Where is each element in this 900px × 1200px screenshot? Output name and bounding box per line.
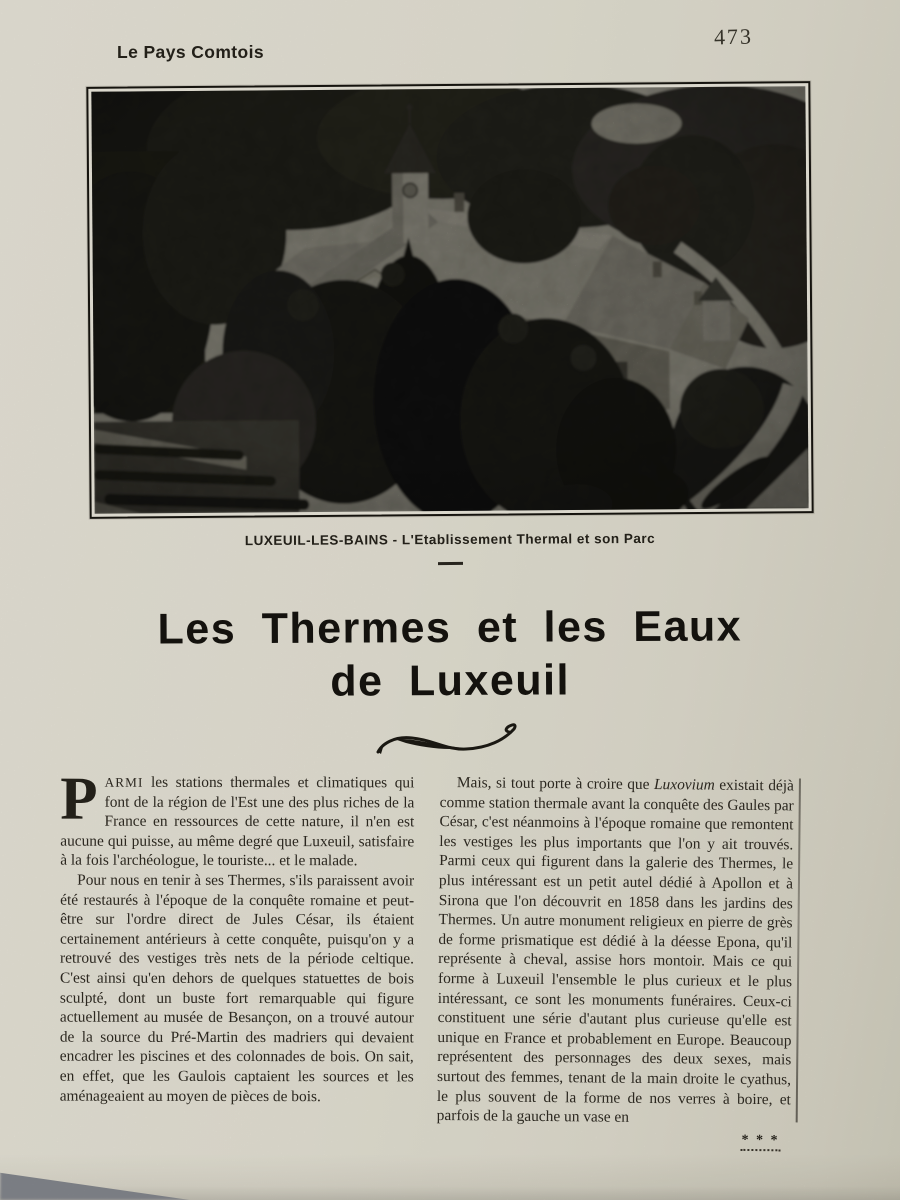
scan-artifact-line	[796, 778, 801, 1122]
paragraph-3-text-a: Mais, si tout porte à croire que	[456, 774, 655, 794]
left-column	[59, 765, 415, 1148]
paragraph-1	[60, 765, 415, 872]
latin-term: Luxovium	[653, 776, 715, 794]
article-title-line1: Les Thermes et les Eaux	[157, 602, 743, 654]
photo-figure	[86, 81, 813, 519]
article-body	[59, 765, 794, 1148]
article-title	[0, 600, 900, 711]
photo-caption: LUXEUIL-LES-BAINS - L'Etablissement Thermal et son Parc	[244, 530, 656, 549]
drop-cap: P	[60, 765, 98, 833]
paragraph-1-lead: ARMI	[104, 774, 144, 790]
article-title-line2: de Luxeuil	[330, 656, 571, 706]
magazine-title: Le Pays Comtois	[117, 42, 265, 62]
thermal-establishment-photo	[91, 86, 808, 514]
caption-divider-rule	[438, 562, 463, 565]
continuation-mark: * * *	[436, 1127, 790, 1151]
paragraph-2: Pour nous en tenir à ses Thermes, s'ils paraissent avoir été restaurés à l'époque de la conquête romaine et peut-être sur l'ordre direct de Jules César, ils étaient certainement antérieurs à cette conquête, puisqu'on y a retrouvé des vestiges très nets de la période celtique. C'est ainsi qu'en dehors de quelques statuettes de bois sculpté, dont un buste fort remarquable qui figure actuellement au musée de Besançon, on a trouvé autour de la source du Pré-Martin des madriers qui devaient encadrer les piscines et des colonnades de bois. On sait, en effet, que les Gaulois captaient les sources et les aménageaient au moyen de pièces de bois.	[59, 871, 415, 1105]
paragraph-1-text: les stations thermales et climatiques qui font de la région de l'Est une des plus riches de la France en ressources de cette nature, il n'en est aucune qui puisse, au même degré que Luxeuil, satisfaire à la fois l'archéologue, le touriste... et le malade.	[60, 773, 415, 870]
photo-frame	[86, 81, 813, 519]
paragraph-3-text-b: existait déjà comme station thermale avant la conquête des Gaules par César, c'est néanmoins à l'époque romaine que remontent les vestiges les plus importants que l'on y ait trouvés. Parmi ceux qui figurent dans la galerie des Thermes, le plus intéressant est un petit autel dédié à Apollon et à Sirona que l'on découvrit en 1858 dans les jardins des Thermes. Un autre monument religieux en pierre de grès de forme prismatique est dédié à la déesse Epona, qu'il représente à cheval, assise hors montoir. Mais ce qui forme à Luxeuil l'ensemble le plus curieux et le plus intéressant, ce sont les monuments funéraires. Ceux-ci constituent une série d'autant plus curieuse qu'elle est unique en France et probablement en Europe. Beaucoup représentent des personnages des deux sexes, mais surtout des femmes, tenant de la main droite le cyathus, le plus souvent de la forme de nos verres à boire, et parfois de la gauche un vase en	[436, 776, 794, 1126]
flourish-swash-icon	[368, 716, 532, 762]
right-column	[436, 773, 794, 1151]
page-number: 473	[713, 23, 754, 50]
paragraph-3	[437, 773, 794, 1129]
